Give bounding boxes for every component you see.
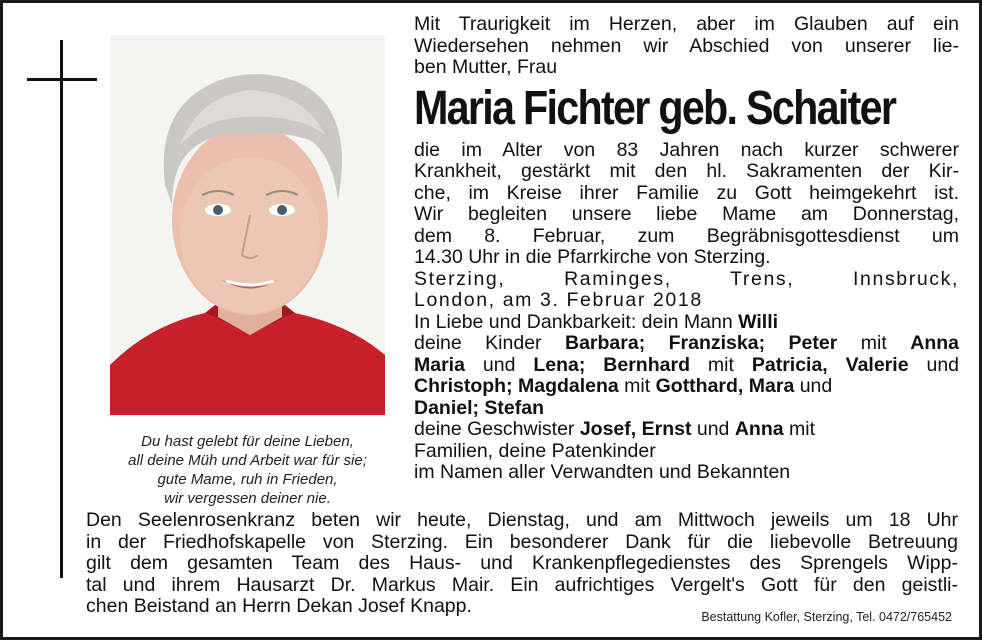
intro-line: ben Mutter, Frau <box>414 56 558 78</box>
bottom-line: in der Friedhofskapelle von Sterzing. Ein besonderer Dank für die liebevolle Betreuung <box>86 530 958 553</box>
portrait-photo <box>110 35 385 415</box>
detail-line: 14.30 Uhr in die Pfarrkirche von Sterzing. <box>414 246 771 268</box>
family-line: Daniel; Stefan <box>414 396 545 419</box>
poem-line: all deine Müh und Arbeit war für sie; <box>128 452 367 469</box>
detail-line: die im Alter von 83 Jahren nach kurzer schwerer <box>414 138 959 161</box>
rosary-and-thanks <box>86 510 958 618</box>
intro-line: Wiedersehen nehmen wir Abschied von unserer lie- <box>414 34 959 57</box>
notice-text <box>414 14 959 484</box>
intro-line: Mit Traurigkeit im Herzen, aber im Glauben auf ein <box>414 13 959 35</box>
detail-line: Krankheit, gestärkt mit den hl. Sakramenten der Kir- <box>414 160 959 182</box>
detail-line: che, im Kreise ihrer Familie zu Gott heimgekehrt ist. <box>414 181 959 204</box>
detail-line: Wir begleiten unsere liebe Mame am Donnerstag, <box>414 203 959 225</box>
family-line: deine Geschwister Josef, Ernst und Anna mit <box>414 418 815 440</box>
family-line: Maria und Lena; Bernhard mit Patricia, Valerie und <box>414 353 960 376</box>
cross-icon-vertical <box>60 40 63 578</box>
family-line: In Liebe und Dankbarkeit: dein Mann Willi <box>414 310 779 333</box>
poem-line: gute Mame, ruh in Frieden, <box>157 471 338 488</box>
poem-line: Du hast gelebt für deine Lieben, <box>141 433 354 450</box>
cross-icon-horizontal <box>27 78 97 81</box>
family-line: deine Kinder Barbara; Franziska; Peter mit Anna <box>414 332 959 354</box>
bottom-line: gilt dem gesamten Team des Haus- und Krankenpflegedienstes des Sprengels Wipp- <box>86 552 958 574</box>
place-line: Sterzing, Raminges, Trens, Innsbruck, <box>414 267 959 290</box>
memorial-poem <box>100 432 395 508</box>
family-line: Christoph; Magdalena mit Gotthard, Mara und <box>414 375 833 397</box>
poem-line: wir vergessen deiner nie. <box>164 490 331 507</box>
family-line: Familien, deine Patenkinder <box>414 439 656 462</box>
deceased-name: Maria Fichter geb. Schaiter <box>414 81 896 135</box>
bottom-line: Den Seelenrosenkranz beten wir heute, Dienstag, und am Mittwoch jeweils um 18 Uhr <box>86 509 958 531</box>
funeral-home-credit: Bestattung Kofler, Sterzing, Tel. 0472/765452 <box>701 610 952 624</box>
bottom-line: tal und ihrem Hausarzt Dr. Markus Mair. Ein aufrichtiges Vergelt's Gott für den geistli- <box>86 573 958 596</box>
place-line: London, am 3. Februar 2018 <box>414 289 703 311</box>
family-line: im Namen aller Verwandten und Bekannten <box>414 461 791 483</box>
detail-line: dem 8. Februar, zum Begräbnisgottesdienst um <box>414 224 959 247</box>
bottom-line: chen Beistand an Herrn Dekan Josef Knapp. <box>86 595 472 617</box>
